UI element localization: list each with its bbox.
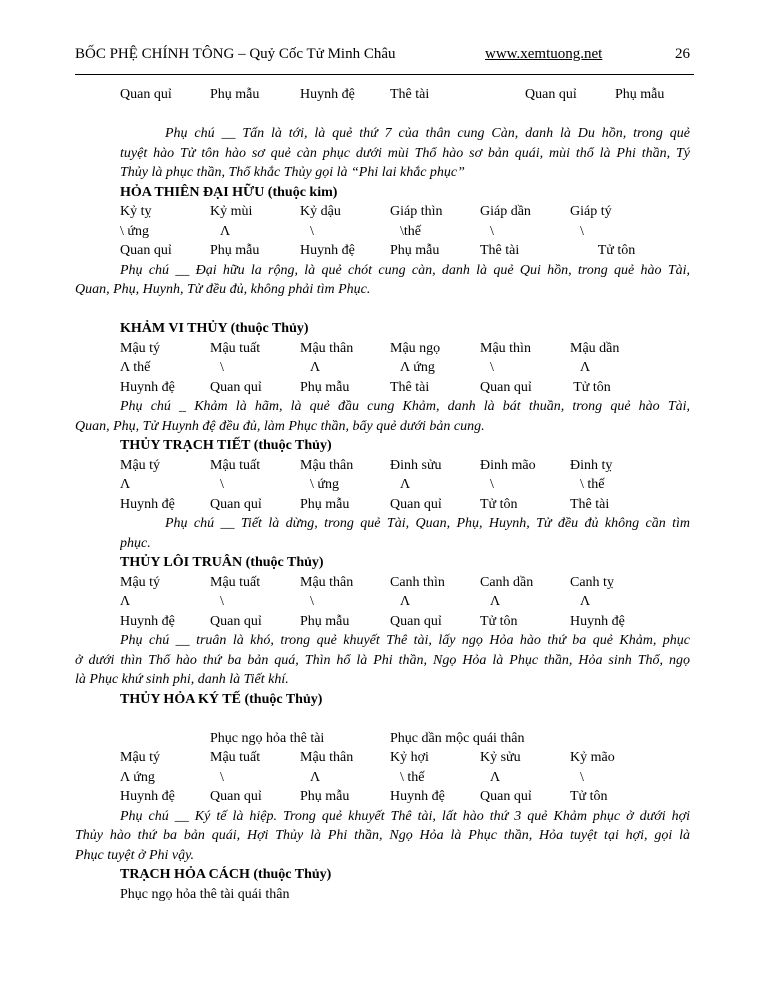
row-cell: Phụ mẫu: [300, 613, 350, 629]
row-cell: Λ ứng: [120, 769, 155, 785]
row-cell: Λ: [400, 594, 411, 609]
row-cell: Tử tôn: [480, 613, 518, 629]
hexagram-row: [0, 748, 765, 768]
row-cell: Kỷ mão: [570, 750, 615, 765]
row-cell: Λ: [120, 594, 131, 609]
row-cell: Quan quỉ: [210, 379, 262, 395]
hexagram-heading: THỦY TRẠCH TIẾT (thuộc Thủy): [120, 438, 332, 453]
row-cell: Λ: [120, 477, 131, 492]
row-cell: Tử tôn: [570, 789, 608, 804]
row-cell: \thế: [400, 223, 421, 239]
row-cell: Λ: [400, 477, 411, 492]
row-cell: Mậu thân: [300, 750, 354, 765]
row-cell: \ thế: [580, 477, 605, 492]
annotation-paragraph-line: là Phục khứ sinh phi, danh là Tiết khí.: [75, 672, 289, 687]
row-cell: Quan quỉ: [120, 87, 172, 102]
row-cell: \: [490, 360, 494, 375]
row-cell: Huynh đệ: [120, 496, 175, 512]
row-cell: \: [490, 477, 494, 492]
annotation-paragraph-line: Phụ chú _ Khảm là hãm, là quẻ đầu cung Khảm, danh là bát thuần, trong quẻ hào Tài,: [120, 399, 690, 414]
row-cell: Mậu tuất: [210, 574, 261, 590]
line-marks-row: [0, 222, 765, 242]
line-marks-row: [0, 768, 765, 788]
hexagram-row: [0, 612, 765, 632]
row-cell: Λ: [310, 360, 321, 375]
row-cell: Phụ mẫu: [615, 87, 665, 102]
row-cell: Giáp dần: [480, 204, 531, 219]
row-cell: Thê tài: [480, 243, 520, 258]
annotation-paragraph-line: Phụ chú __ Ký tế là hiệp. Trong quẻ khuyết Thê tài, lất hào thứ 3 quẻ Khảm phục ở dưới hợi: [120, 808, 690, 824]
row-cell: \: [580, 223, 584, 239]
row-cell: Kỷ mùi: [210, 204, 253, 219]
row-cell: \ ứng: [310, 477, 339, 492]
row-cell: Huynh đệ: [300, 87, 355, 102]
annotation-paragraph-line: Phụ chú __ Tiết là dừng, trong quẻ Tài, Quan, Phụ, Huynh, Tử đều đủ không cần tìm: [165, 516, 690, 531]
annotation-paragraph-line: tuyệt hào Tử tôn hào sơ quẻ càn phục dưới mùi Thổ hào sơ bản quái, mùi thổ là Phi thần, Tý: [120, 145, 690, 161]
annotation-paragraph-line: Quan, Phụ, Tử Huynh đệ đều đủ, làm Phục thần, bẩy quẻ dưới bản cung.: [75, 418, 485, 434]
row-cell: Quan quỉ: [210, 789, 262, 804]
row-cell: Thê tài: [570, 496, 610, 512]
row-cell: \: [220, 360, 224, 375]
row-cell: Phụ mẫu: [300, 496, 350, 512]
row-cell: Quan quỉ: [210, 496, 262, 512]
row-cell: Λ thế: [120, 360, 151, 375]
row-cell: Huynh đệ: [570, 613, 625, 629]
row-cell: Đinh mão: [480, 457, 536, 473]
row-cell: Huynh đệ: [390, 789, 445, 804]
row-cell: Λ: [490, 594, 501, 609]
row-cell: \: [310, 594, 314, 609]
row-cell: Quan quỉ: [390, 613, 442, 629]
website-link[interactable]: www.xemtuong.net: [485, 46, 603, 62]
document-body: [0, 85, 765, 904]
row-cell: Canh dần: [480, 574, 534, 590]
row-cell: \: [490, 223, 494, 239]
row-cell: Λ: [490, 769, 501, 785]
header-divider: [75, 74, 694, 75]
row-cell: Mậu dần: [570, 340, 620, 356]
row-cell: Mậu tý: [120, 750, 161, 765]
row-cell: Quan quỉ: [480, 379, 532, 395]
hexagram-row: [0, 339, 765, 359]
row-cell: Mậu thân: [300, 340, 354, 356]
row-cell: Phụ mẫu: [210, 87, 260, 102]
row-cell: Mậu thìn: [480, 340, 531, 356]
blank-line: [0, 300, 765, 320]
row-cell: Kỷ sửu: [480, 750, 521, 765]
row-cell: Phụ mẫu: [210, 243, 260, 258]
row-cell: Phục ngọ hỏa thê tài: [210, 730, 325, 746]
blank-line: [0, 105, 765, 125]
row-cell: Huynh đệ: [300, 243, 355, 258]
annotation-paragraph-line: Phụ chú __ Tấn là tới, là quẻ thứ 7 của thân cung Càn, danh là Du hồn, trong quẻ: [165, 126, 690, 141]
row-cell: Canh tỵ: [570, 574, 614, 590]
row-cell: Mậu tuất: [210, 457, 261, 473]
row-cell: Huynh đệ: [120, 789, 175, 804]
row-cell: Mậu thân: [300, 574, 354, 590]
row-cell: Tử tôn: [570, 379, 611, 395]
annotation-paragraph-line: phục.: [120, 535, 151, 551]
page-header: [75, 46, 690, 66]
row-cell: Đinh tỵ: [570, 457, 613, 473]
row-cell: Thê tài: [390, 379, 430, 395]
row-cell: \: [220, 594, 224, 609]
row-cell: \ ứng: [120, 223, 149, 239]
row-cell: Quan quỉ: [390, 496, 442, 512]
hexagram-heading: KHẢM VI THỦY (thuộc Thủy): [120, 321, 309, 336]
row-cell: Phụ mẫu: [300, 789, 350, 804]
annotation-paragraph-line: Thủy là phục thần, Thổ khắc Thủy gọi là “Phi lai khắc phục”: [120, 165, 465, 180]
hexagram-row: [0, 241, 765, 261]
row-cell: Λ: [220, 223, 231, 239]
row-cell: Giáp thìn: [390, 204, 443, 219]
annotation-paragraph-line: Phụ chú __ Đại hữu la rộng, là quẻ chót cung càn, danh là quẻ Qui hồn, trong quẻ hào Tài,: [120, 262, 690, 278]
row-cell: Kỷ hợi: [390, 750, 429, 765]
row-cell: Quan quỉ: [480, 789, 532, 804]
row-cell: \: [580, 769, 584, 785]
row-cell: Giáp tý: [570, 204, 612, 219]
hexagram-row: [0, 573, 765, 593]
row-cell: Mậu thân: [300, 457, 354, 473]
line-marks-row: [0, 475, 765, 495]
hexagram-row: [0, 202, 765, 222]
row-cell: Mậu tý: [120, 340, 161, 356]
annotation-paragraph-line: Phụ chú __ truân là khó, trong quẻ khuyết Thê tài, lấy ngọ Hỏa hào thứ ba quẻ Khảm, phục: [120, 633, 690, 648]
row-cell: Mậu ngọ: [390, 340, 441, 356]
row-cell: Λ: [310, 769, 321, 785]
row-cell: Quan quỉ: [525, 87, 577, 102]
annotation-paragraph-line: Thủy hào thứ ba bản quái, Hợi Thủy là Phi thần, Ngọ Hỏa là Phục thần, Hỏa tuyệt tại hợi, gọi là: [75, 828, 690, 843]
row-cell: Tử tôn: [480, 496, 518, 512]
row-cell: Phụ mẫu: [390, 243, 440, 258]
row-cell: Thê tài: [390, 87, 430, 102]
hexagram-heading: TRẠCH HỎA CÁCH (thuộc Thủy): [120, 867, 332, 882]
hexagram-heading: THỦY LÔI TRUÂN (thuộc Thủy): [120, 555, 324, 570]
blank-line: [0, 709, 765, 729]
text-line: Phục ngọ hỏa thê tài quái thân: [120, 886, 290, 902]
annotation-paragraph-line: ở dưới thìn Thổ hào thứ ba bản quá, Thìn hổ là Phi thần, Ngọ Hỏa là Phục thần, Hỏa sinh Thổ, ngọ: [75, 652, 690, 668]
row-cell: \: [220, 477, 224, 492]
row-cell: Mậu tuất: [210, 750, 261, 765]
hexagram-row: [0, 456, 765, 476]
row-cell: Phụ mẫu: [300, 379, 350, 395]
hexagram-heading: HỎA THIÊN ĐẠI HỮU (thuộc kim): [120, 184, 338, 200]
row-cell: Quan quỉ: [210, 613, 262, 629]
annotation-paragraph-line: Quan, Phụ, Huynh, Tử đều đủ, không phải tìm Phục.: [75, 282, 371, 297]
row-cell: \ thế: [400, 769, 425, 785]
row-cell: Huynh đệ: [120, 379, 175, 395]
row-cell: Tử tôn: [570, 243, 636, 258]
hexagram-heading: THỦY HỎA KÝ TẾ (thuộc Thủy): [120, 691, 323, 707]
annotation-paragraph-line: Phục tuyệt ở Phi vậy.: [75, 847, 195, 863]
row-cell: Kỷ dậu: [300, 204, 341, 219]
line-marks-row: [0, 358, 765, 378]
row-cell: \: [310, 223, 314, 239]
page-number: 26: [675, 46, 690, 62]
row-cell: Huynh đệ: [120, 613, 175, 629]
row-cell: Mậu tý: [120, 574, 161, 590]
row-cell: Λ: [580, 594, 591, 609]
row-cell: Λ: [580, 360, 591, 375]
row-cell: \: [220, 769, 224, 785]
row-cell: Λ ứng: [400, 360, 435, 375]
row-cell: Mậu tuất: [210, 340, 261, 356]
row-cell: Mậu tý: [120, 457, 161, 473]
line-marks-row: [0, 592, 765, 612]
document-title: BỐC PHỆ CHÍNH TÔNG – Quỷ Cốc Tử Minh Châu: [75, 46, 396, 62]
row-cell: Kỷ tỵ: [120, 204, 152, 219]
row-cell: Quan quỉ: [120, 243, 172, 258]
row-cell: Phục dần mộc quái thân: [390, 730, 525, 746]
row-cell: Đinh sửu: [390, 457, 442, 473]
row-cell: Canh thìn: [390, 574, 445, 590]
hexagram-row: [0, 787, 765, 807]
hexagram-row: [0, 85, 765, 105]
hexagram-row: [0, 378, 765, 398]
hexagram-row: [0, 495, 765, 515]
hexagram-row: [0, 729, 765, 749]
